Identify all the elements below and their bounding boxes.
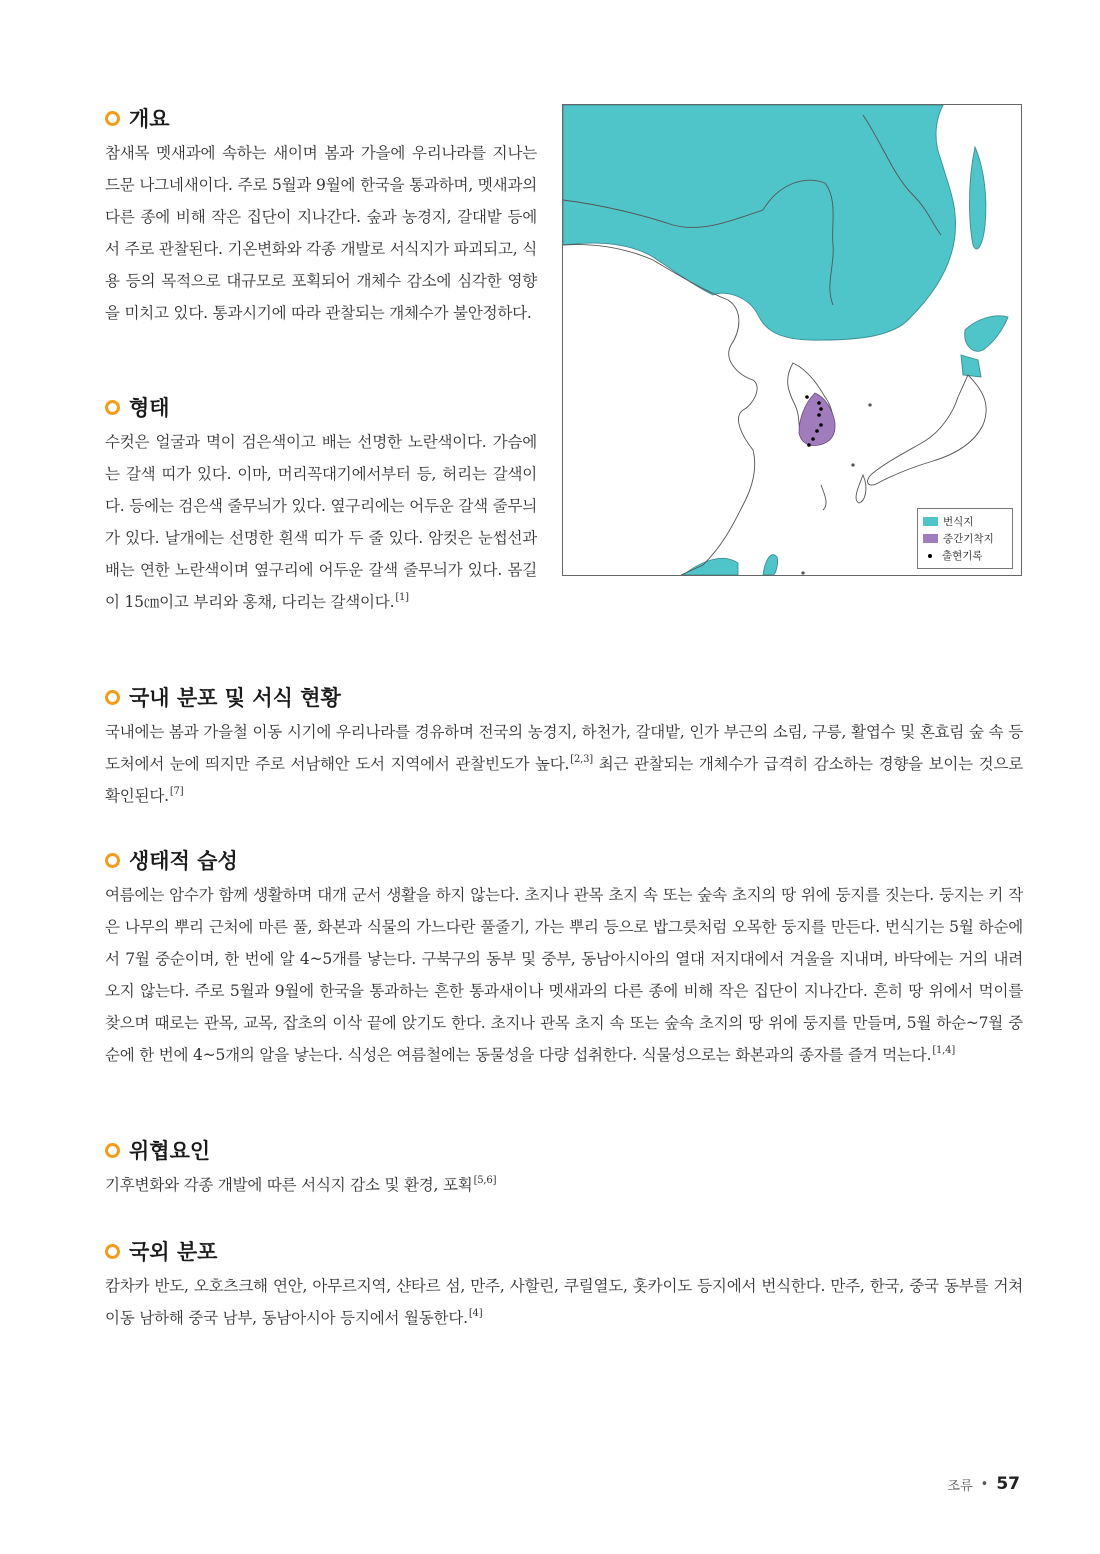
legend-item-stopover (923, 530, 1007, 547)
page-number: 57 (996, 1474, 1020, 1494)
reference-mark: [5,6] (473, 1175, 497, 1186)
breeding-area-hokkaido (965, 316, 1008, 351)
section-title: 생태적 습성 (129, 849, 238, 873)
reference-mark: [1] (395, 592, 409, 603)
section-domestic-distribution (105, 682, 1023, 812)
section-heading (105, 103, 537, 133)
circle-bullet-icon (105, 400, 120, 415)
legend-swatch-teal (923, 517, 938, 526)
reference-mark: [7] (169, 786, 184, 797)
record-point (807, 443, 811, 447)
paragraph-text: 국내에는 봄과 가을철 이동 시기에 우리나라를 경유하며 전국의 농경지, 하천가, 갈대밭, 인가 부근의 소림, 구릉, 활엽수 및 혼효림 숲 속 등 도처에서 눈에 띄지만 주로 서남해안 도서 지역에서 관찰빈도가 높다. (105, 723, 1023, 773)
map-svg (563, 105, 1021, 575)
legend-label: 출현기록 (942, 550, 983, 562)
breeding-area-mainland (563, 105, 956, 340)
reference-mark: [2,3] (570, 754, 593, 765)
wintering-area-taiwan (763, 555, 778, 575)
footer-separator: • (980, 1476, 989, 1492)
paragraph-text: 기후변화와 각종 개발에 따른 서식지 감소 및 환경, 포획 (105, 1176, 473, 1194)
legend-dot-icon (928, 554, 932, 558)
paragraph-text: 캄차카 반도, 오호츠크해 연안, 아무르지역, 샨타르 섬, 만주, 사할린, 쿠릴열도, 홋카이도 등지에서 번식한다. 만주, 한국, 중국 동부를 거쳐 이동 남하해 중국 남부, 동남아시아 등지에서 월동한다. (105, 1277, 1023, 1327)
legend-item-record (923, 547, 1007, 564)
record-point (817, 401, 821, 405)
section-title: 형태 (129, 396, 170, 420)
record-point (811, 437, 815, 441)
section-paragraph (105, 137, 537, 329)
section-title: 위협요인 (129, 1139, 211, 1163)
section-morphology (105, 392, 537, 618)
section-heading (105, 392, 537, 422)
breeding-area-honshu-north (961, 355, 981, 377)
record-point (815, 429, 819, 433)
section-paragraph (105, 879, 1023, 1071)
stopover-area-korea (799, 393, 835, 446)
section-heading (105, 1135, 1023, 1165)
distribution-map (562, 104, 1022, 576)
section-heading (105, 682, 1023, 712)
record-point (819, 423, 823, 427)
footer-category: 조류 (947, 1478, 973, 1494)
section-heading (105, 1236, 1023, 1266)
record-point (805, 395, 809, 399)
map-legend (917, 508, 1013, 569)
paragraph-text: 참새목 멧새과에 속하는 새이며 봄과 가을에 우리나라를 지나는 드문 나그네새이다. 주로 5월과 9월에 한국을 통과하며, 멧새과의 다른 종에 비해 작은 집단이 지나간다. 숲과 농경지, 갈대밭 등에서 주로 관찰된다. 기온변화와 각종 개발로 서식지가 파괴되고, 식용 등의 목적으로 대규모로 포획되어 개체수 감소에 심각한 영향을 미치고 있다. 통과시기에 따라 관찰되는 개체수가 불안정하다. (105, 144, 537, 322)
breeding-area-sakhalin (970, 147, 986, 249)
section-paragraph (105, 1270, 1023, 1334)
legend-swatch-purple (923, 534, 938, 543)
section-title: 국내 분포 및 서식 현황 (129, 686, 341, 710)
legend-label: 번식지 (943, 516, 974, 528)
legend-item-breeding (923, 513, 1007, 530)
legend-label: 중간기착지 (943, 533, 994, 545)
circle-bullet-icon (105, 1143, 120, 1158)
section-title: 개요 (129, 107, 170, 131)
section-paragraph (105, 716, 1023, 812)
record-point (817, 413, 821, 417)
reference-mark: [4] (468, 1308, 483, 1319)
circle-bullet-icon (105, 853, 120, 868)
circle-bullet-icon (105, 111, 120, 126)
section-paragraph (105, 1169, 1023, 1201)
record-point (819, 407, 823, 411)
wintering-area-coast (683, 558, 738, 575)
circle-bullet-icon (105, 690, 120, 705)
section-overseas-distribution (105, 1236, 1023, 1334)
circle-bullet-icon (105, 1244, 120, 1259)
paragraph-text: 최근 관찰되는 개체수가 급격히 감소하는 경향을 보이는 것으로 확인된다. (105, 755, 1023, 805)
paragraph-text: 여름에는 암수가 함께 생활하며 대개 군서 생활을 하지 않는다. 초지나 관목 초지 속 또는 숲속 초지의 땅 위에 둥지를 짓는다. 둥지는 키 작은 나무의 뿌리 근처에 마른 풀, 화본과 식물의 가느다란 풀줄기, 가는 뿌리 등으로 밥그릇처럼 오목한 둥지를 만든다. 번식기는 5월 하순에서 7월 중순이며, 한 번에 알 4~5개를 낳는다. 구북구의 동부 및 중부, 동남아시아의 열대 저지대에서 겨울을 지내며, 바닥에는 거의 내려오지 않는다. 주로 5월과 9월에 한국을 통과하는 흔한 통과새이나 멧새과의 다른 종에 비해 작은 집단이 지나간다. 흔히 땅 위에서 먹이를 찾으며 때로는 관목, 교목, 잡초의 이삭 끝에 앉기도 한다. 초지나 관목 초지 속 또는 숲속 초지의 땅 위에 둥지를 만들며, 5월 하순~7월 중순에 한 번에 4~5개의 알을 낳는다. 식성은 여름철에는 동물성을 다량 섭취한다. 식물성으로는 화본과의 종자를 즐겨 먹는다. (105, 886, 1023, 1064)
paragraph-text: 수컷은 얼굴과 멱이 검은색이고 배는 선명한 노란색이다. 가슴에는 갈색 띠가 있다. 이마, 머리꼭대기에서부터 등, 허리는 갈색이다. 등에는 검은색 줄무늬가 있다. 옆구리에는 어두운 갈색 줄무늬가 있다. 날개에는 선명한 흰색 띠가 두 줄 있다. 암컷은 눈썹선과 배는 연한 노란색이며 옆구리에 어두운 갈색 줄무늬가 있다. 몸길이 15㎝이고 부리와 홍채, 다리는 갈색이다. (105, 433, 537, 611)
map-coastlines (563, 105, 1008, 575)
reference-mark: [1,4] (932, 1045, 956, 1056)
section-overview (105, 103, 537, 329)
section-title: 국외 분포 (129, 1240, 218, 1264)
section-heading (105, 845, 1023, 875)
page-footer (948, 1474, 1020, 1494)
section-paragraph (105, 426, 537, 618)
section-ecology (105, 845, 1023, 1071)
section-threats (105, 1135, 1023, 1201)
